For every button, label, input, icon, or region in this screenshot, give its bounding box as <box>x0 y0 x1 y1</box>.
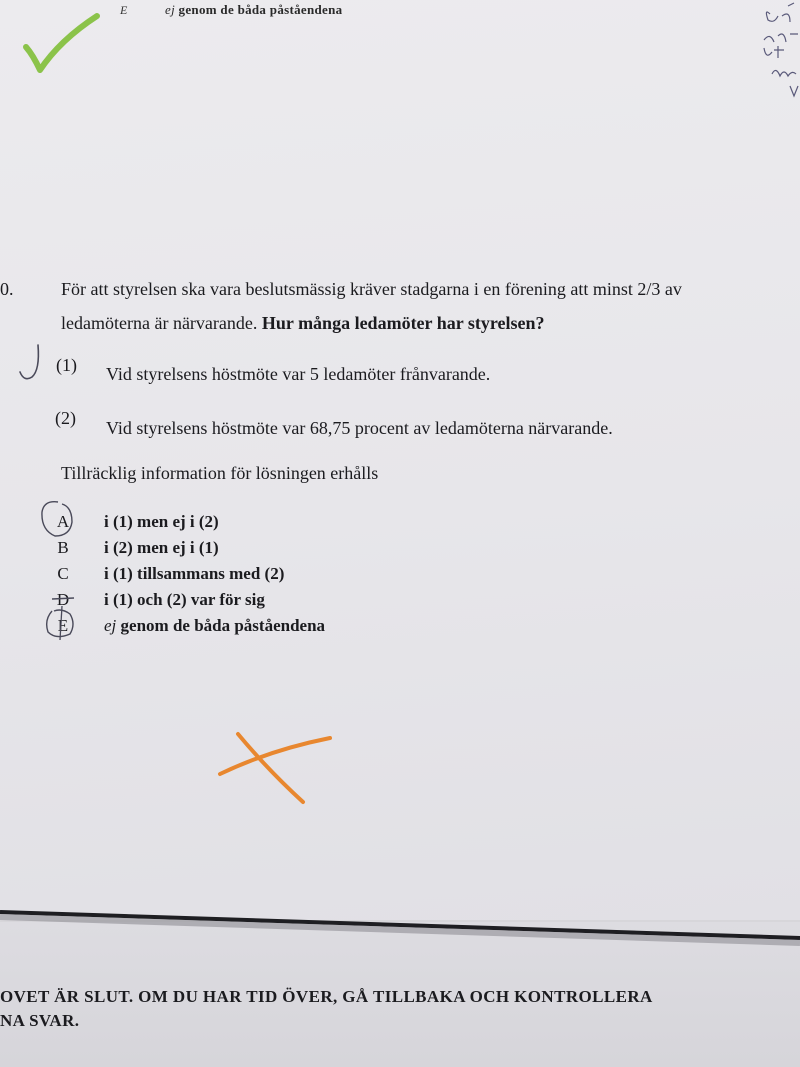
checkmark-icon <box>26 16 97 70</box>
option-e-italic: ej <box>104 616 117 635</box>
option-e-bold: genom de båda påståendena <box>120 616 326 635</box>
option-a-circle-mark <box>42 502 72 536</box>
info-text: Tillräcklig information för lösningen erhålls <box>61 463 379 483</box>
page-edge-highlight <box>0 917 800 943</box>
option-a-letter[interactable]: A <box>56 512 70 531</box>
option-e-strike-mark <box>60 606 62 640</box>
question-line-1: För att styrelsen ska vara beslutsmässig kräver stadgarna i en förening att minst 2/3 av <box>61 279 682 299</box>
margin-handwriting <box>764 3 798 96</box>
question-prompt: Hur många ledamöter har styrelsen? <box>261 313 545 333</box>
cross-icon-stroke-2 <box>238 734 303 802</box>
footer-line-1: OVET ÄR SLUT. OM DU HAR TID ÖVER, GÅ TILLBAKA OCH KONTROLLERA <box>0 987 653 1006</box>
prev-option-letter: E <box>120 3 128 17</box>
question-number: 0. <box>0 279 14 299</box>
statement-1-number: (1) <box>56 355 77 375</box>
option-c-letter[interactable]: C <box>57 564 69 583</box>
option-c-text[interactable]: i (1) tillsammans med (2) <box>104 564 285 583</box>
option-e-letter[interactable]: E <box>57 616 69 635</box>
question-line-2-plain: ledamöterna är närvarande. <box>61 313 258 333</box>
statement-1-text: Vid styrelsens höstmöte var 5 ledamöter frånvarande. <box>106 364 491 384</box>
pencil-hook-mark <box>20 345 38 379</box>
footer-line-2: NA SVAR. <box>0 1011 80 1030</box>
option-d-text[interactable]: i (1) och (2) var för sig <box>104 590 265 609</box>
option-d-letter[interactable]: D <box>56 590 70 609</box>
option-b-letter[interactable]: B <box>57 538 69 557</box>
prev-option-bold: genom de båda påståendena <box>178 2 343 17</box>
cross-icon-stroke-1 <box>220 738 330 774</box>
option-a-text[interactable]: i (1) men ej i (2) <box>104 512 219 531</box>
prev-option-italic: ej <box>165 2 175 17</box>
statement-2-number: (2) <box>55 408 76 428</box>
option-b-text[interactable]: i (2) men ej i (1) <box>104 538 219 557</box>
statement-2-text: Vid styrelsens höstmöte var 68,75 procent av ledamöterna närvarande. <box>106 418 613 438</box>
page-edge-shadow <box>0 912 800 938</box>
option-d-strike-mark <box>52 598 74 599</box>
